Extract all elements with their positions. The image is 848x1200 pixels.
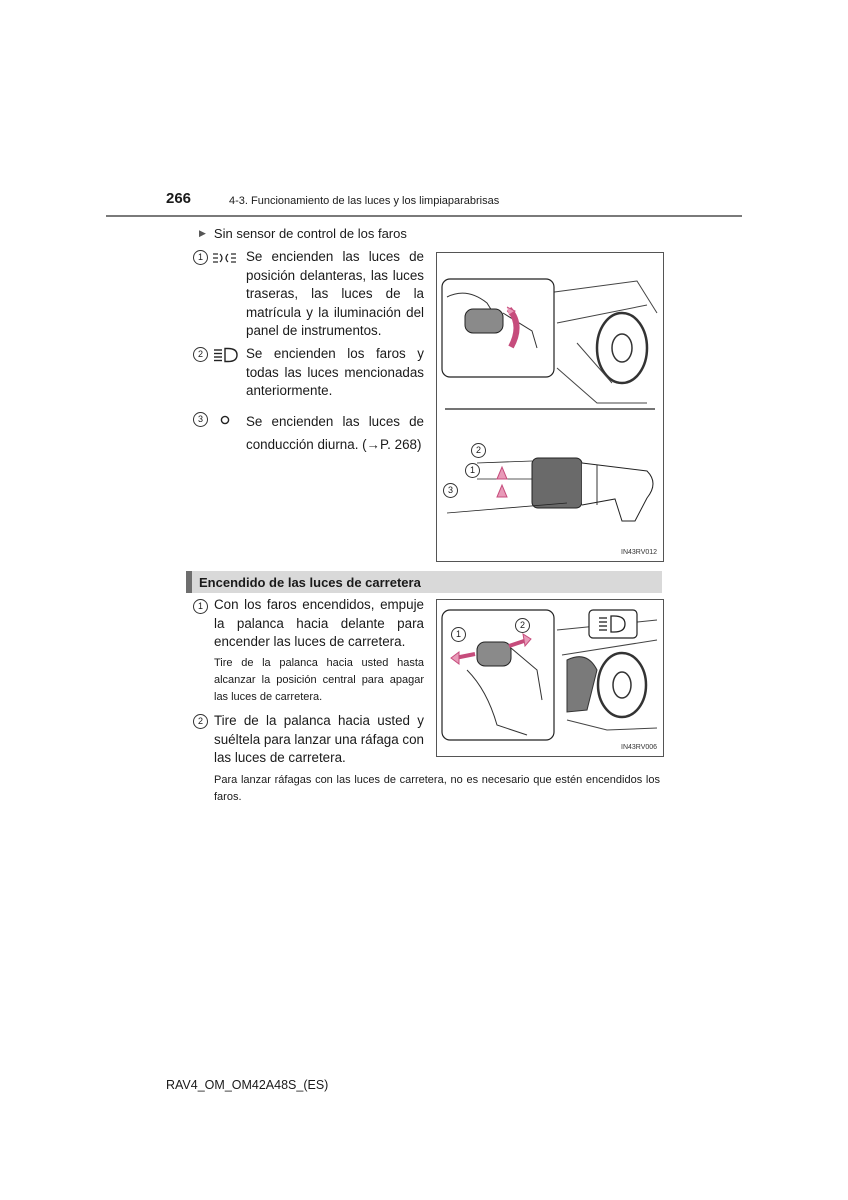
item-number: 1 (193, 250, 208, 265)
item-text: Se encienden las luces de conducción diurna. (→P. 268) (246, 414, 424, 452)
subsection-heading (199, 226, 407, 241)
item-number: 3 (193, 412, 208, 427)
figure-illustration (437, 253, 663, 561)
note-text: Para lanzar ráfagas con las luces de carretera, no es necesario que estén encendidos los faros. (214, 774, 660, 803)
figure-code: IN43RV012 (621, 549, 658, 556)
subsection-label: Sin sensor de control de los faros (213, 226, 407, 241)
header-rule (106, 215, 742, 217)
figure-code: IN43RV006 (621, 744, 658, 751)
item-text: Tire de la palanca hacia usted y suéltela para lanzar una ráfaga con las luces de carretera. (214, 713, 424, 765)
item-text: Se encienden los faros y todas las luces mencionadas anteriormente. (246, 346, 424, 398)
figure-headlight-switch (436, 252, 664, 562)
item-number: 2 (193, 347, 208, 362)
item-text: Se encienden las luces de posición delanteras, las luces traseras, las luces de la matrícula y la iluminación del panel de instrumentos. (246, 249, 424, 338)
item-number: 1 (193, 599, 208, 614)
item-number: 2 (193, 714, 208, 729)
section-heading: Encendido de las luces de carretera (199, 574, 421, 590)
off-icon (220, 415, 230, 428)
section-title: 4-3. Funcionamiento de las luces y los limpiaparabrisas (229, 195, 500, 207)
item-text: Con los faros encendidos, empuje la palanca hacia delante para encender las luces de carretera. (214, 597, 424, 649)
callout-number: 1 (465, 463, 480, 478)
section-accent (186, 571, 192, 593)
document-id: RAV4_OM_OM42A48S_(ES) (166, 1078, 329, 1092)
callout-number: 2 (515, 618, 530, 633)
position-lights-icon (213, 251, 237, 268)
page-number: 266 (166, 190, 192, 207)
figure-illustration (437, 600, 663, 756)
note-text: Tire de la palanca hacia usted hasta alcanzar la posición central para apagar las luces de carretera. (214, 657, 424, 703)
triangle-bullet-icon: ▶ (199, 228, 206, 238)
section-heading-bar (186, 571, 662, 593)
headlight-icon (213, 347, 239, 366)
callout-number: 3 (443, 483, 458, 498)
figure-high-beam (436, 599, 664, 757)
callout-number: 2 (471, 443, 486, 458)
callout-number: 1 (451, 627, 466, 642)
